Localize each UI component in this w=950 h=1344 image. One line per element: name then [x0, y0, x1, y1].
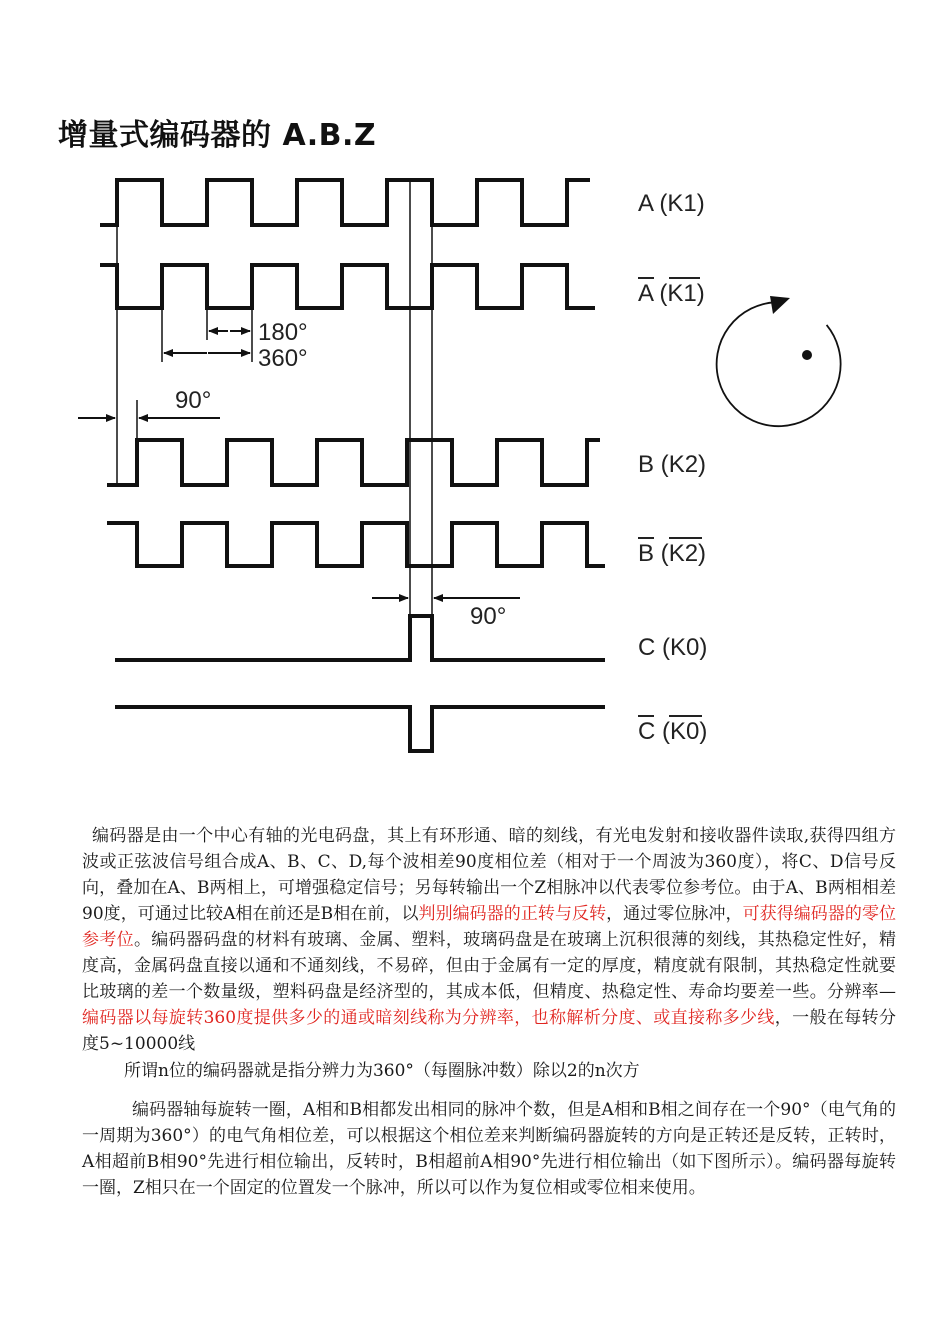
svg-text:B (K2): B (K2) [638, 540, 707, 567]
encoder-timing-diagram [0, 160, 950, 760]
label-180: 180° [258, 319, 308, 346]
waveform-c [115, 616, 605, 660]
paragraph-1-text-a: 编码器是由一个中心有轴的光电码盘，其上有环形通、暗的刻线，有光电发射和接收器件读取,获得四组方波或正弦波信号组合成A、B、C、D,每个波相差90度相位差（相对于一个周波为360度），将C、D信号反向，叠加在A、B两相上，可增强稳定信号；另每转输出一个Z相脉冲以代表零位参考位。由于A、B两相相差90度，可通过比较A相在前还是B相在前，以 [82, 826, 896, 924]
waveform-b-bar [107, 523, 605, 566]
paragraph-1-text-d: ，一般在每转分度5~10000线 [82, 1008, 897, 1054]
paragraph-1-highlight-resolution: 编码器以每旋转360度提供多少的通或暗刻线称为分辨率，也称解析分度、或直接称多少线 [82, 1008, 775, 1028]
paragraph-1-highlight-direction: 判别编码器的正转与反转 [418, 904, 607, 924]
waveform-a [100, 180, 590, 225]
waveform-a-bar [100, 265, 595, 308]
svg-text:C (K0): C (K0) [638, 634, 708, 661]
label-90-z: 90° [470, 603, 507, 630]
page-title: 增量式编码器的 A.B.Z [58, 118, 377, 153]
label-a-bar-k1-bar [638, 278, 705, 307]
svg-text:A (K1): A (K1) [638, 190, 705, 217]
label-c-bar-k0-bar [638, 716, 707, 745]
paragraph-1-text-c: 。编码器码盘的材料有玻璃、金属、塑料，玻璃码盘是在玻璃上沉积很薄的刻线，其热稳定性好，精度高，金属码盘直接以通和不通刻线，不易碎，但由于金属有一定的厚度，精度就有限制，其热稳定性就要比玻璃的差一个数量级，塑料码盘是经济型的，其成本低，但精度、热稳定性、寿命均要差一些。分辨率— [82, 930, 897, 1002]
description-paragraph-2: 所谓n位的编码器就是指分辨力为360°（每圈脉冲数）除以2的n次方 [124, 1061, 640, 1081]
svg-text:A (K1): A (K1) [638, 280, 705, 307]
label-c-k0 [638, 634, 707, 661]
waveform-b [107, 440, 600, 485]
label-b-k2 [638, 451, 706, 478]
label-90-ab: 90° [175, 387, 212, 414]
description-paragraph-1 [82, 823, 896, 1057]
waveform-c-bar [115, 707, 605, 751]
label-a-k1 [638, 190, 705, 217]
label-360: 360° [258, 345, 308, 372]
svg-text:C (K0): C (K0) [638, 718, 708, 745]
label-b-bar-k2-bar [638, 538, 706, 567]
description-paragraph-3: 编码器轴每旋转一圈，A相和B相都发出相同的脉冲个数，但是A相和B相之间存在一个90°（电气角的一周期为360°）的电气角相位差，可以根据这个相位差来判断编码器旋转的方向是正转还是反转，正转时，A相超前B相90°先进行相位输出，反转时，B相超前A相90°先进行相位输出（如下图所示）。编码器每旋转一圈，Z相只在一个固定的位置发一个脉冲，所以可以作为复位相或零位相来使用。 [82, 1100, 896, 1198]
paragraph-1-text-b: ，通过零位脉冲， [606, 904, 743, 924]
svg-text:B (K2): B (K2) [638, 451, 707, 478]
paragraph-1-highlight-zero: 可获得编码器的零位参考位 [82, 904, 897, 950]
rotation-direction-icon [717, 296, 841, 426]
